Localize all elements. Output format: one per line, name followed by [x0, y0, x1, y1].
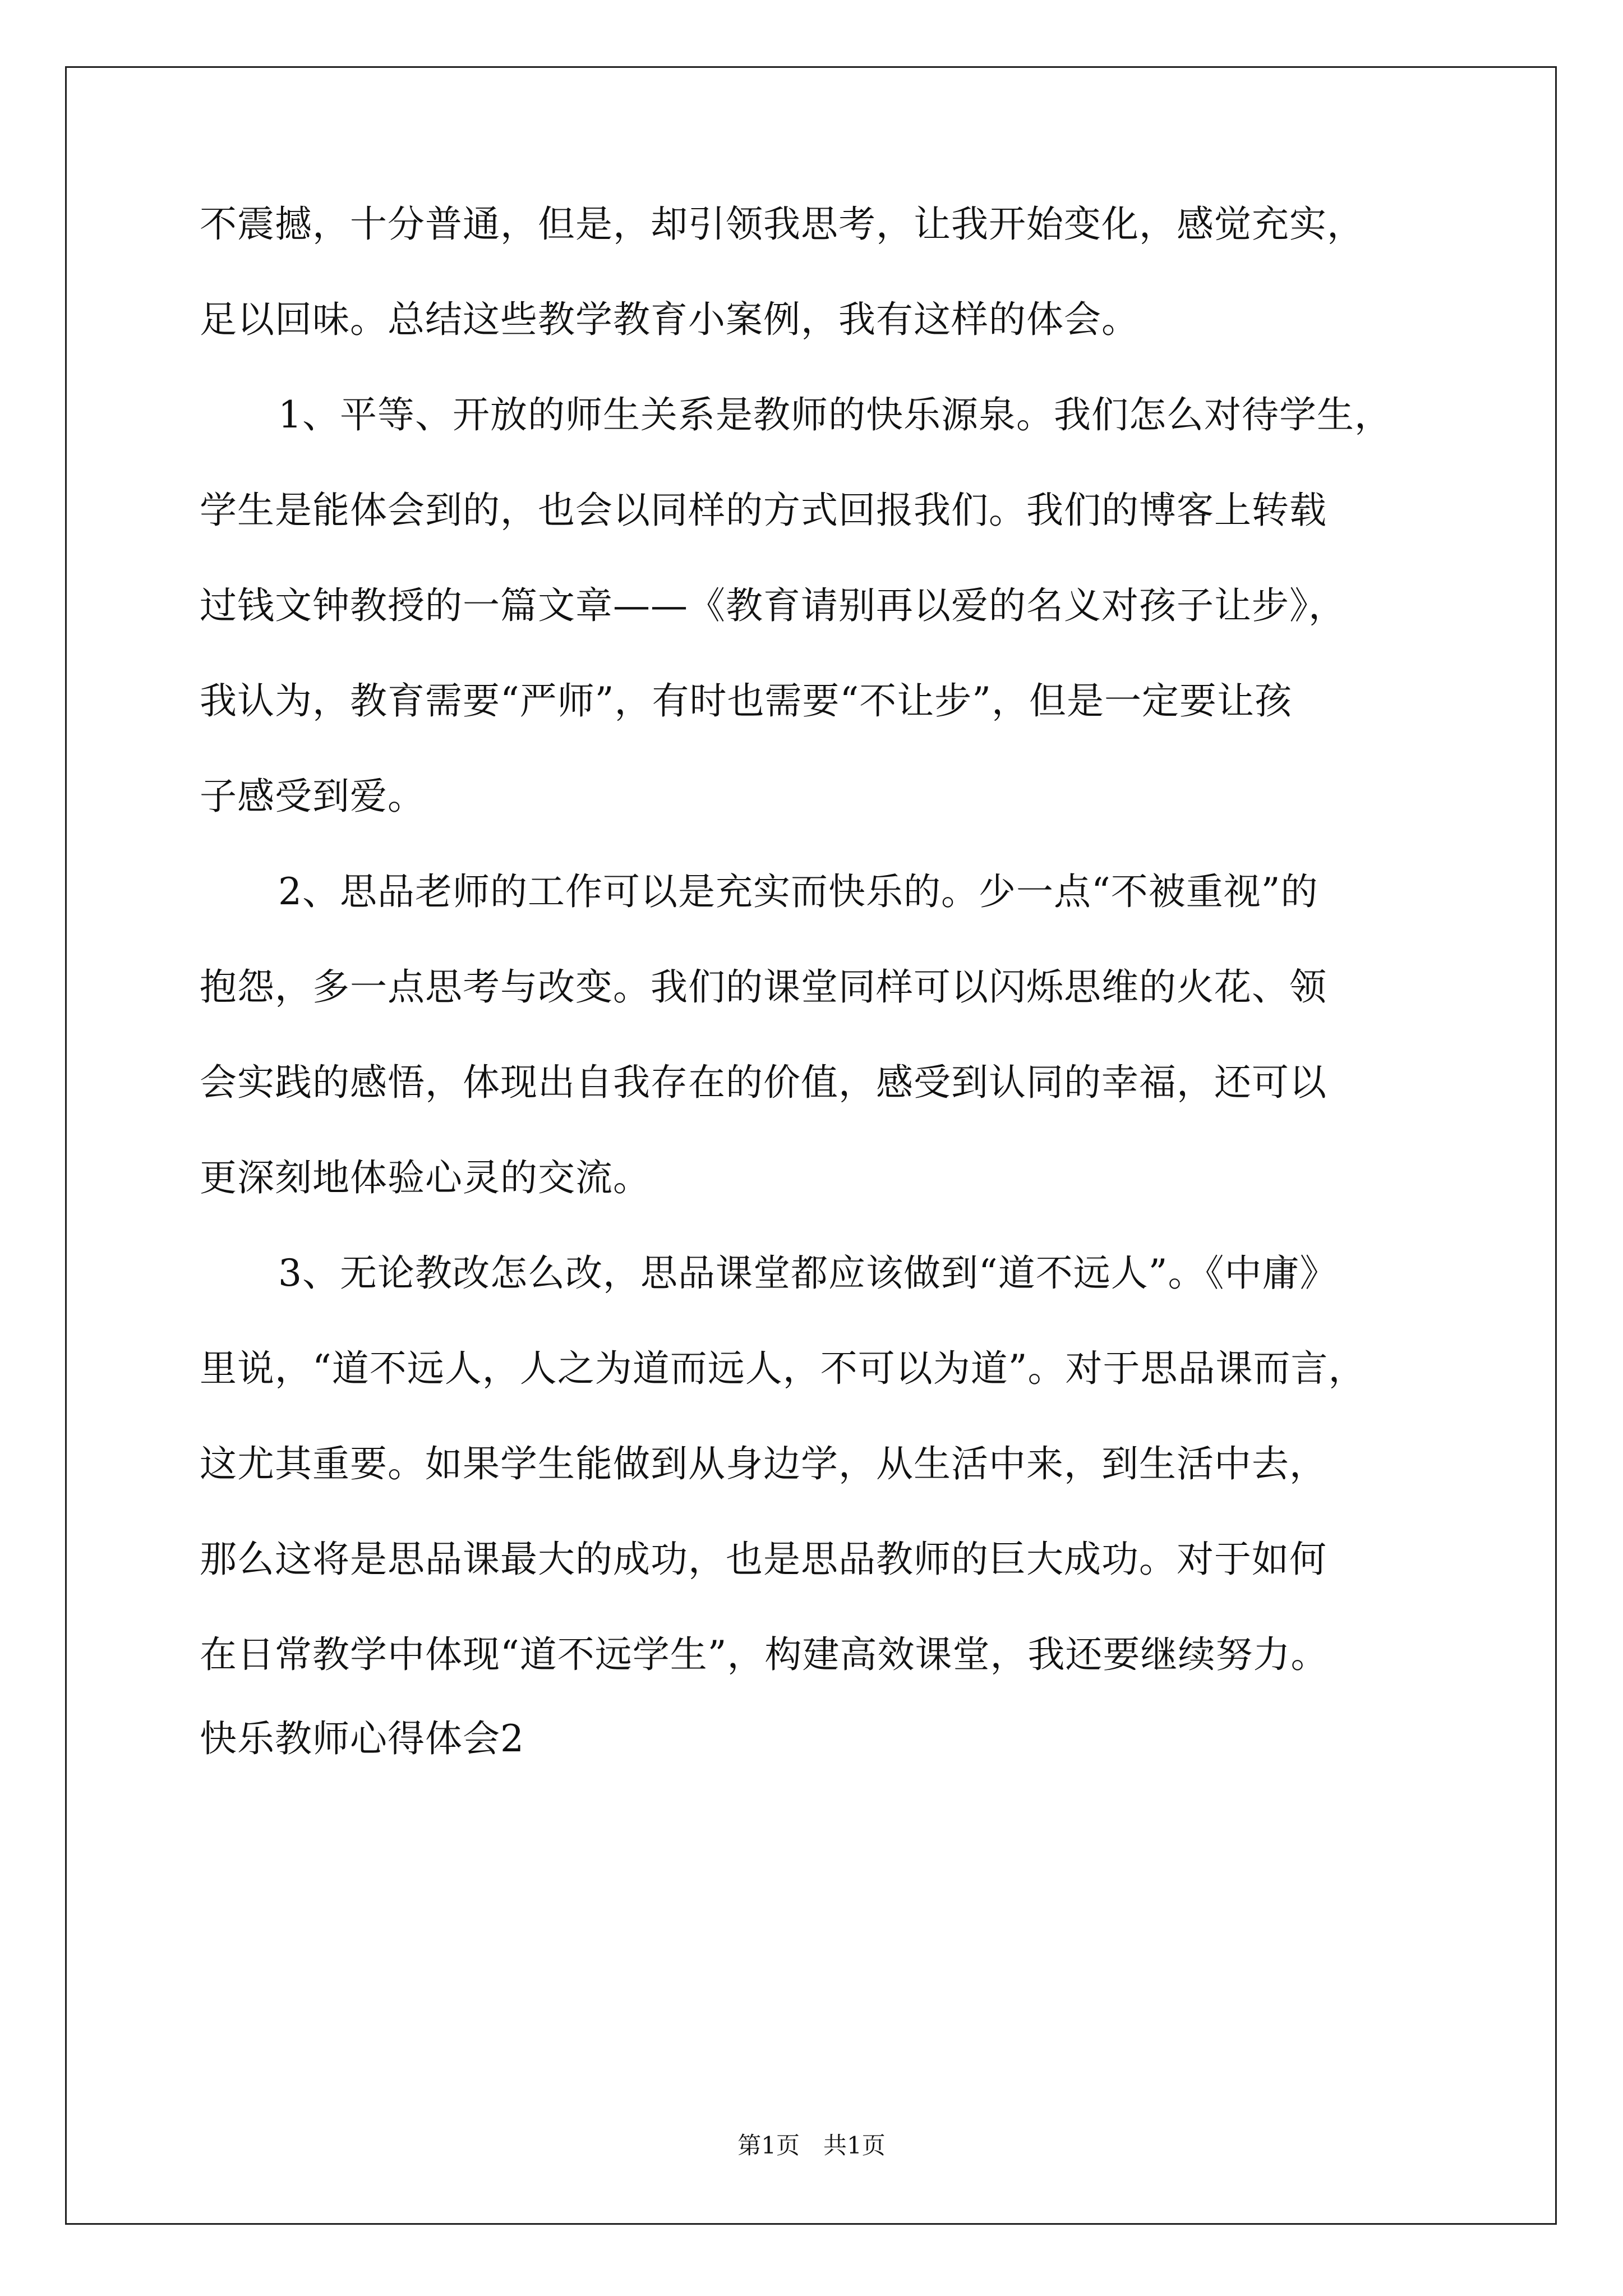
text-line: 足以回味。总结这些教学教育小案例，我有这样的体会。 — [200, 298, 1139, 341]
paragraph-first-line: 1、平等、开放的师生关系是教师的快乐源泉。我们怎么对待学生， — [278, 393, 1392, 436]
text-line: 里说，“道不远人，人之为道而远人，不可以为道”。对于思品课而言， — [200, 1347, 1366, 1390]
text-line: 学生是能体会到的，也会以同样的方式回报我们。我们的博客上转载 — [200, 489, 1327, 532]
text-line: 过钱文钟教授的一篇文章——《教育请别再以爱的名义对孩子让步》， — [200, 584, 1346, 627]
text-line: 会实践的感悟，体现出自我存在的价值，感受到认同的幸福，还可以 — [200, 1061, 1327, 1104]
text-line: 抱怨，多一点思考与改变。我们的课堂同样可以闪烁思维的火花、领 — [200, 965, 1327, 1009]
text-line: 更深刻地体验心灵的交流。 — [200, 1156, 651, 1199]
paragraph-first-line: 2、思品老师的工作可以是充实而快乐的。少一点“不被重视”的 — [278, 870, 1318, 913]
page-border — [65, 66, 1557, 2225]
text-line: 这尤其重要。如果学生能做到从身边学，从生活中来，到生活中去， — [200, 1442, 1327, 1485]
page-footer: 第1页 共1页 — [737, 2132, 886, 2159]
section-heading: 快乐教师心得体会2 — [200, 1717, 524, 1760]
paragraph-first-line: 3、无论教改怎么改，思品课堂都应该做到“道不远人”。《中庸》 — [278, 1251, 1338, 1295]
text-line: 那么这将是思品课最大的成功，也是思品教师的巨大成功。对于如何 — [200, 1538, 1327, 1581]
text-line: 在日常教学中体现“道不远学生”，构建高效课堂，我还要继续努力。 — [200, 1633, 1329, 1676]
text-line: 我认为，教育需要“严师”，有时也需要“不让步”，但是一定要让孩 — [200, 679, 1292, 723]
text-line: 子感受到爱。 — [200, 775, 425, 818]
text-line: 不震撼，十分普通，但是，却引领我思考，让我开始变化，感觉充实， — [200, 203, 1364, 246]
